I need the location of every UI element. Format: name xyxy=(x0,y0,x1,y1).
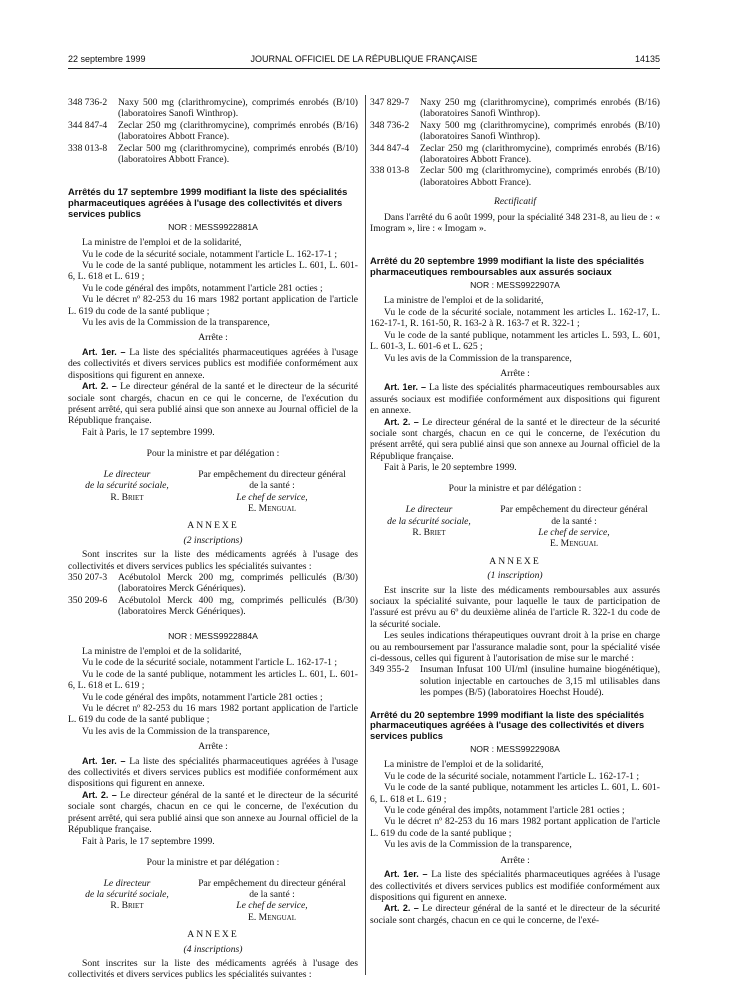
visa-line: Vu le décret nº 82-253 du 16 mars 1982 portant application de l'article L. 619 du code de la santé publique ; xyxy=(68,294,358,317)
delegation-line: Pour la ministre et par délégation : xyxy=(448,483,582,495)
visa-line: Vu le code de la sécurité sociale, notamment l'article L. 162-17-1 ; xyxy=(384,770,640,782)
annexe-intro: Sont inscrites sur la liste des médicaments agréés à l'usage des collectivités et divers services publics les spécialités suivantes : xyxy=(68,957,358,981)
signature-block: Le directeur de la sécurité sociale, R. Briet Par empêchement du directeur général de la santé : Le chef de service, E. Mengual xyxy=(387,504,648,550)
signature-date: Fait à Paris, le 17 septembre 1999. xyxy=(82,426,215,438)
delegation-line: Pour la ministre et par délégation : xyxy=(146,856,280,868)
visa-line: Vu le code général des impôts, notamment l'article 281 octies ; xyxy=(82,282,323,294)
decree-title: Arrêtés du 17 septembre 1999 modifiant la liste des spécialités pharmaceutiques agréées à l'usage des collectivités et divers services publics xyxy=(68,186,348,220)
header-journal-title: JOURNAL OFFICIEL DE LA RÉPUBLIQUE FRANÇAISE xyxy=(250,54,478,64)
visa-line: Vu le code général des impôts, notamment l'article 281 octies ; xyxy=(384,805,625,817)
arrete-label: Arrête : xyxy=(198,741,228,753)
article-2: Art. 2. – Le directeur général de la santé et le directeur de la sécurité sociale sont chargés, chacun en ce qui le concerne, de l'exécution du présent arrêté, qui sera publié ainsi que son annexe au Journal officiel de la République française. xyxy=(68,381,358,427)
list-item: 350 207-3 Acébutolol Merck 200 mg, comprimés pelliculés (B/30) (laboratoires Merck Génériques). xyxy=(68,571,358,595)
header-page-number: 14135 xyxy=(634,54,660,64)
visa-line: La ministre de l'emploi et de la solidarité, xyxy=(82,646,242,658)
visa-line: Vu le code de la santé publique, notamment les articles L. 601, L. 601-6, L. 618 et L. 619 ; xyxy=(68,668,358,692)
list-item: 344 847-4 Zeclar 250 mg (clarithromycine), comprimés enrobés (B/16) (laboratoires Abbott France). xyxy=(68,119,358,143)
arrete-label: Arrête : xyxy=(500,854,530,866)
list-item: 348 736-2 Naxy 500 mg (clarithromycine), comprimés enrobés (B/10) (laboratoires Sanofi Winthrop). xyxy=(68,97,358,120)
decree-title: Arrêté du 20 septembre 1999 modifiant la liste des spécialités pharmaceutiques remboursables aux assurés sociaux xyxy=(370,255,645,278)
left-column xyxy=(68,97,358,981)
header-rule xyxy=(68,68,660,69)
visa-line: La ministre de l'emploi et de la solidarité, xyxy=(384,295,544,307)
list-item: 350 209-6 Acébutolol Merck 400 mg, comprimés pelliculés (B/30) (laboratoires Merck Génériques). xyxy=(68,594,358,618)
visa-line: Vu le décret nº 82-253 du 16 mars 1982 portant application de l'article L. 619 du code de la santé publique ; xyxy=(68,703,358,726)
inscriptions-count: (1 inscription) xyxy=(487,570,543,582)
nor-reference: NOR : MESS9922907A xyxy=(470,280,560,291)
visa-line: Vu le code de la sécurité sociale, notamment l'article L. 162-17-1 ; xyxy=(82,657,338,669)
inscriptions-count: (2 inscriptions) xyxy=(183,534,243,546)
list-item: 347 829-7 Naxy 250 mg (clarithromycine), comprimés enrobés (B/16) (laboratoires Sanofi Winthrop). xyxy=(370,97,660,120)
visa-line: Vu les avis de la Commission de la transparence, xyxy=(82,317,270,329)
nor-reference: NOR : MESS9922908A xyxy=(470,744,560,755)
article-2: Art. 2. – Le directeur général de la santé et le directeur de la sécurité sociale sont chargés, chacun en ce qui le concerne, de l'exé- xyxy=(370,903,660,926)
signature-block: Le directeur de la sécurité sociale, R. Briet Par empêchement du directeur général de la santé : Le chef de service, E. Mengual xyxy=(85,468,346,514)
column-divider xyxy=(365,95,366,975)
nor-reference: NOR : MESS9922884A xyxy=(168,630,258,641)
list-item: 344 847-4 Zeclar 250 mg (clarithromycine), comprimés enrobés (B/16) (laboratoires Abbott France). xyxy=(370,142,660,166)
annexe-intro: Sont inscrites sur la liste des médicaments agréés à l'usage des collectivités et divers services publics les spécialités suivantes : xyxy=(68,549,358,572)
article-1: Art. 1er. – La liste des spécialités pharmaceutiques agréées à l'usage des collectivités et divers services publics est modifiée conformément aux dispositions qui figurent en annexe. xyxy=(68,346,358,381)
list-item: 348 736-2 Naxy 500 mg (clarithromycine), comprimés enrobés (B/10) (laboratoires Sanofi Winthrop). xyxy=(370,119,660,143)
annexe-heading: ANNEXE xyxy=(489,555,541,567)
list-item: 349 355-2 Insuman Infusat 100 UI/ml (insuline humaine biogénétique), solution injectable en cartouches de 3,15 ml utilisables dans les pompes (B/5) (laboratoires Hoechst Houdé). xyxy=(370,664,660,699)
visa-line: Vu les avis de la Commission de la transparence, xyxy=(82,725,270,737)
rectificatif-text: Dans l'arrêté du 6 août 1999, pour la spécialité 348 231-8, au lieu de : « Imogram », lire : « Imogam ». xyxy=(370,211,660,235)
signature-block: Le directeur de la sécurité sociale, R. Briet Par empêchement du directeur général de la santé : Le chef de service, E. Mengual xyxy=(85,877,346,923)
visa-line: La ministre de l'emploi et de la solidarité, xyxy=(384,759,544,771)
rectificatif-heading: Rectificatif xyxy=(493,196,537,208)
visa-line: Vu le code de la sécurité sociale, notamment les articles L. 162-17, L. 162-17-1, R. 161-50, R. 163-2 à R. 163-7 et R. 322-1 ; xyxy=(370,306,660,330)
annexe-heading: ANNEXE xyxy=(187,520,239,532)
article-1: Art. 1er. – La liste des spécialités pharmaceutiques agréées à l'usage des collectivités et divers services publics est modifiée conformément aux dispositions qui figurent en annexe. xyxy=(68,755,358,790)
visa-line: Vu le code de la santé publique, notamment les articles L. 593, L. 601, L. 601-3, L. 601-6 et L. 625 ; xyxy=(370,329,660,353)
nor-reference: NOR : MESS9922881A xyxy=(168,221,258,232)
article-1: Art. 1er. – La liste des spécialités pharmaceutiques remboursables aux assurés sociaux est modifiée conformément aux dispositions qui figurent en annexe. xyxy=(370,382,660,417)
visa-line: Vu le décret nº 82-253 du 16 mars 1982 portant application de l'article L. 619 du code de la santé publique ; xyxy=(370,816,660,839)
visa-line: Vu les avis de la Commission de la transparence, xyxy=(384,839,572,851)
signature-date: Fait à Paris, le 17 septembre 1999. xyxy=(82,835,215,847)
delegation-line: Pour la ministre et par délégation : xyxy=(146,447,280,459)
list-item: 338 013-8 Zeclar 500 mg (clarithromycine), comprimés enrobés (B/10) (laboratoires Abbott France). xyxy=(370,165,660,188)
visa-line: Vu les avis de la Commission de la transparence, xyxy=(384,352,572,364)
visa-line: Vu le code de la sécurité sociale, notamment l'article L. 162-17-1 ; xyxy=(82,248,338,260)
arrete-label: Arrête : xyxy=(198,332,228,344)
list-item: 338 013-8 Zeclar 500 mg (clarithromycine), comprimés enrobés (B/10) (laboratoires Abbott France). xyxy=(68,142,358,166)
visa-line: Vu le code de la santé publique, notamment les articles L. 601, L. 601-6, L. 618 et L. 619 ; xyxy=(68,260,358,283)
header-date: 22 septembre 1999 xyxy=(68,54,146,64)
article-2: Art. 2. – Le directeur général de la santé et le directeur de la sécurité sociale sont chargés, chacun en ce qui le concerne, de l'exécution du présent arrêté, qui sera publié ainsi que son annexe au Journal officiel de la République française. xyxy=(370,416,660,462)
article-1: Art. 1er. – La liste des spécialités pharmaceutiques agréées à l'usage des collectivités et divers services publics est modifiée conformément aux dispositions qui figurent en annexe. xyxy=(370,869,660,903)
article-2: Art. 2. – Le directeur général de la santé et le directeur de la sécurité sociale sont chargés, chacun en ce qui le concerne, de l'exécution du présent arrêté, qui sera publié ainsi que son annexe au Journal officiel de la République française. xyxy=(68,789,358,836)
signature-date: Fait à Paris, le 20 septembre 1999. xyxy=(384,462,517,474)
visa-line: Vu le code de la santé publique, notamment les articles L. 601, L. 601-6, L. 618 et L. 619 ; xyxy=(370,782,660,805)
visa-line: La ministre de l'emploi et de la solidarité, xyxy=(82,237,242,249)
decree-title: Arrêté du 20 septembre 1999 modifiant la liste des spécialités pharmaceutiques agréées à l'usage des collectivités et divers services publics xyxy=(370,708,645,742)
right-column xyxy=(370,97,660,926)
annexe-heading: ANNEXE xyxy=(187,929,239,941)
visa-line: Vu le code général des impôts, notamment l'article 281 octies ; xyxy=(82,691,323,703)
indications-text: Les seules indications thérapeutiques ouvrant droit à la prise en charge ou au remboursement par l'assurance maladie sont, pour la spécialité visée ci-dessous, celles qui figurent à l'autorisation de mise sur le marché : xyxy=(370,630,660,665)
arrete-label: Arrête : xyxy=(500,367,530,379)
inscriptions-count: (4 inscriptions) xyxy=(183,943,243,955)
annexe-intro: Est inscrite sur la liste des médicaments remboursables aux assurés sociaux la spécialité suivante, pour laquelle le taux de participation de l'assuré est prévu au 6º du deuxième alinéa de l'article R. 322-1 du code de la sécurité sociale. xyxy=(370,584,660,630)
